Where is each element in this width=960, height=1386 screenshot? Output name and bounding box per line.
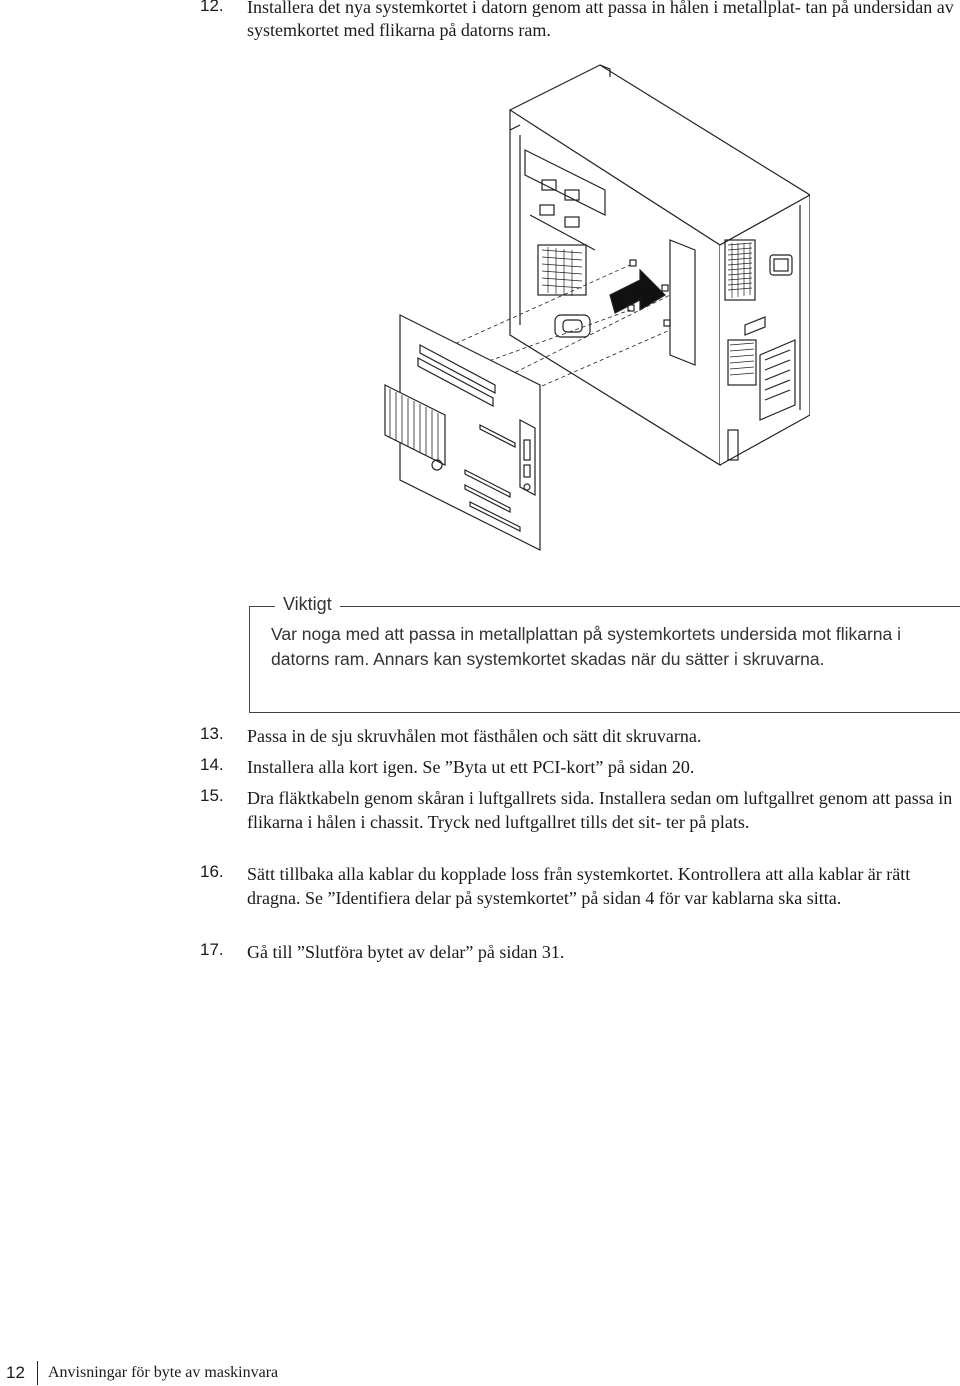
page-footer <box>0 1363 960 1386</box>
step-15 <box>200 786 960 834</box>
step-text: Installera alla kort igen. Se ”Byta ut ett PCI-kort” på sidan 20. <box>247 757 695 777</box>
step-text: Installera det nya systemkortet i datorn genom att passa in hålen i metallplat- tan på undersidan av systemkortet med flikarna på datorns ram. <box>247 0 954 40</box>
important-note <box>249 594 960 713</box>
page-number: 12 <box>6 1363 25 1382</box>
note-title: Viktigt <box>275 594 340 615</box>
step-number: 12. <box>200 0 224 15</box>
step-12 <box>200 0 960 42</box>
footer-title: Anvisningar för byte av maskinvara <box>48 1364 279 1381</box>
note-body: Var noga med att passa in metallplattan på systemkortets undersida mot flikarna i datorns ram. Annars kan systemkortet skadas när du sätter i skruvarna. <box>271 624 901 669</box>
step-text: Gå till ”Slutföra bytet av delar” på sidan 31. <box>247 942 565 962</box>
step-number: 16. <box>200 862 224 881</box>
footer-divider <box>37 1361 38 1385</box>
step-text: Passa in de sju skruvhålen mot fästhålen och sätt dit skruvarna. <box>247 726 702 746</box>
step-number: 17. <box>200 940 224 959</box>
step-number: 13. <box>200 724 224 743</box>
step-13 <box>200 724 960 748</box>
step-14 <box>200 755 960 779</box>
step-16 <box>200 862 960 910</box>
step-number: 15. <box>200 786 224 805</box>
step-text: Dra fläktkabeln genom skåran i luftgallrets sida. Installera sedan om luftgallret genom att passa in flikarna i hålen i chassit. Tryck ned luftgallret tills det sit- ter på plats. <box>247 788 953 832</box>
step-text: Sätt tillbaka alla kablar du kopplade loss från systemkortet. Kontrollera att alla kablar är rätt dragna. Se ”Identifiera delar på systemkortet” på sidan 4 för var kablarna ska sitta. <box>247 864 911 908</box>
step-number: 14. <box>200 755 224 774</box>
motherboard-install-illustration <box>370 55 810 555</box>
step-17 <box>200 940 960 964</box>
